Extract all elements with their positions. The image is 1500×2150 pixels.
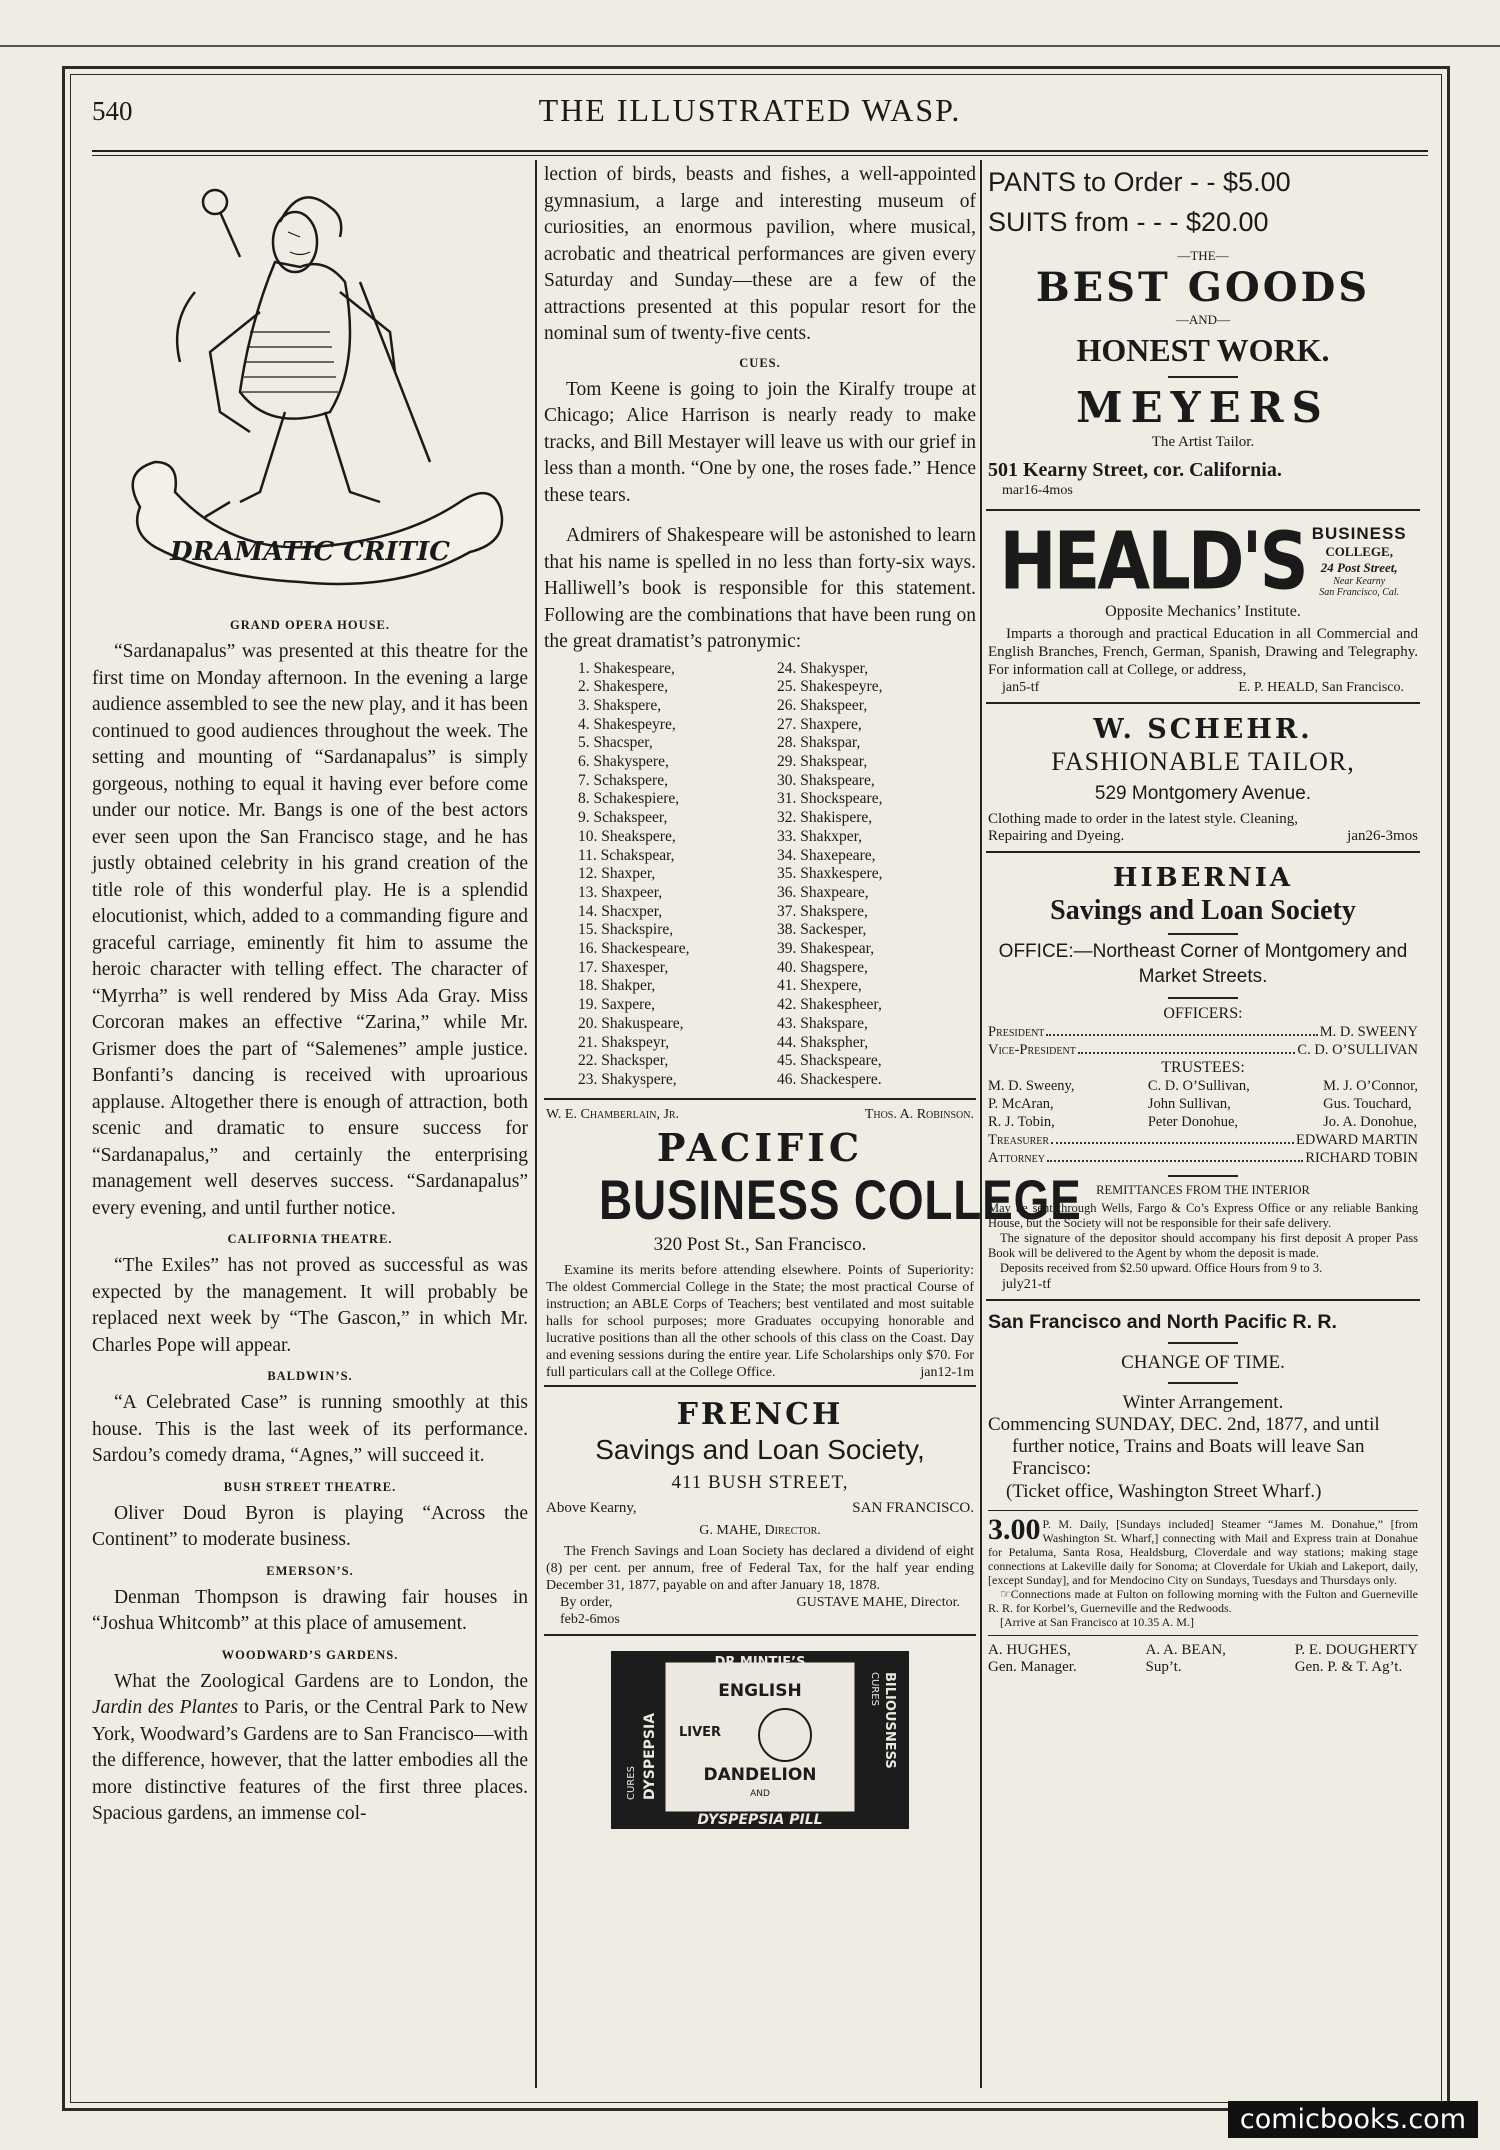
baldwins-text: “A Celebrated Case” is running smoothly at this house. This is the last week of its performance. Sardou’s comedy drama, “Agnes,” will succeed it. bbox=[92, 1392, 528, 1466]
trustees-col-3 bbox=[1323, 1077, 1418, 1131]
official-2 bbox=[1146, 1642, 1226, 1676]
name-variant: 5. Shacsper, bbox=[578, 734, 653, 752]
officers-heading: OFFICERS: bbox=[1163, 1005, 1243, 1022]
mintie-liver: LIVER bbox=[678, 1724, 722, 1740]
california-text: “The Exiles” has not proved as successful as was expected by the management. It will probably be replaced next week by “The Gascon,” in which Mr. Charles Pope will appear. bbox=[92, 1255, 528, 1356]
grand-opera-text: “Sardanapalus” was presented at this theatre for the first time on Monday afternoon. In the evening a large audience assembled to see the new play, and it has been continued to good audiences throughout the week. The setting and mounting of “Sardanapalus” is simply gorgeous, nothing to equal it having ever before come under our notice. Mr. Bangs is one of the best actors ever seen upon the San Francisco stage, and he has justly obtained celebrity in his grand creation of the title role of this wonderful play. He is a splendid elocutionist, which, added to a commanding figure and graceful carriage, eminently fit him to assume the heroic character with telling effect. The character of “Myrrha” is well rendered by Miss Ada Gray. Miss Corcoran makes an effective “Zarina,” while Mr. Grismer does the part of “Salemenes” ample justice. Bonfanti’s dancing is received with uproarious applause. Altogether there is enough of attraction, both scenic and dramatic to ensure success for “Sardanapalus,” and certainly the enterprising management well deserves success. “Sardanapalus” every evening, and until further notice. bbox=[92, 641, 528, 1219]
official-name: A. HUGHES, bbox=[988, 1642, 1071, 1658]
shakespeare-names bbox=[578, 660, 976, 1090]
name-variant: 43. Shakspare, bbox=[777, 1014, 868, 1032]
name-variant: 9. Schakspeer, bbox=[578, 809, 668, 827]
french-title: FRENCH bbox=[676, 1396, 844, 1432]
ad-rule bbox=[988, 1635, 1418, 1636]
meyers-tailor-ad bbox=[986, 162, 1420, 499]
meyers-name: MEYERS bbox=[1076, 383, 1330, 432]
short-rule bbox=[1168, 1175, 1238, 1177]
pbc-right-name: Thos. A. Robinson. bbox=[864, 1106, 974, 1122]
name-variant: 30. Shakspeare, bbox=[777, 771, 875, 789]
schehr-body-1: Clothing made to order in the latest style. Cleaning, bbox=[988, 811, 1298, 827]
name-variant: 31. Shockspeare, bbox=[777, 790, 883, 808]
name-variant: 40. Shagspere, bbox=[777, 958, 868, 976]
short-rule bbox=[1168, 997, 1238, 999]
trustee-name: P. McAran, bbox=[988, 1096, 1054, 1112]
attorney-label: Attorney bbox=[988, 1150, 1045, 1166]
railroad-change: CHANGE OF TIME. bbox=[1121, 1352, 1285, 1373]
heading-baldwins: BALDWIN’S. bbox=[267, 1369, 353, 1383]
heald-code: jan5-tf bbox=[1002, 680, 1040, 695]
dot-leader bbox=[1047, 1149, 1303, 1162]
mintie-english: ENGLISH bbox=[718, 1680, 802, 1701]
trustees-col-1 bbox=[988, 1077, 1074, 1131]
trustees-col-2 bbox=[1148, 1077, 1250, 1131]
column-rule-2 bbox=[980, 160, 982, 2088]
heald-near: Near Kearny bbox=[1333, 576, 1386, 587]
pbc-title-2-wrap bbox=[546, 1167, 1082, 1231]
header-rule bbox=[92, 150, 1428, 152]
remit-heading: REMITTANCES FROM THE INTERIOR bbox=[1096, 1183, 1310, 1197]
name-variant: 8. Schakespiere, bbox=[578, 790, 680, 808]
name-variant: 29. Shakspear, bbox=[777, 753, 868, 771]
trustee-name: Peter Donohue, bbox=[1147, 1114, 1239, 1130]
treasurer-label: Treasurer bbox=[988, 1132, 1050, 1148]
president-label: President bbox=[988, 1024, 1045, 1040]
woodwards-text-a: What the Zoological Gardens are to London, the bbox=[114, 1670, 528, 1692]
suits-line: SUITS from - - - $20.00 bbox=[988, 207, 1269, 237]
cues-text: Tom Keene is going to join the Kiralfy troupe at Chicago; Alice Harrison is nearly ready to make tracks, and Bill Mestayer will leave us with our grief in less than a month. “One by one, the roses fade.” Hence these tears. bbox=[544, 378, 976, 506]
president-name: M. D. SWEENY bbox=[1319, 1024, 1418, 1040]
railroad-ad bbox=[986, 1301, 1420, 1676]
railroad-ticket: (Ticket office, Washington Street Wharf.) bbox=[1006, 1481, 1322, 1502]
banner-text: DRAMATIC CRITIC bbox=[170, 537, 450, 567]
header-rule-thin bbox=[92, 155, 1428, 156]
heading-woodwards: WOODWARD’S GARDENS. bbox=[221, 1647, 399, 1662]
name-variant: 45. Shackspeare, bbox=[777, 1052, 882, 1070]
ad-rule bbox=[544, 1634, 976, 1636]
woodwards-text bbox=[92, 1669, 528, 1828]
treasurer-row bbox=[988, 1131, 1418, 1149]
french-body: The French Savings and Loan Society has declared a dividend of eight (8) per cent. per annum, free of Federal Tax, for the half year ending December 31, 1877, payable on and after January 18, 1878. bbox=[546, 1543, 974, 1593]
meyers-the: —THE— bbox=[1177, 248, 1229, 263]
schehr-address: 529 Montgomery Avenue. bbox=[1094, 783, 1312, 804]
official-title: Sup’t. bbox=[1145, 1659, 1182, 1675]
pbc-address: 320 Post St., San Francisco. bbox=[653, 1233, 867, 1255]
railroad-commencing: Commencing SUNDAY, DEC. 2nd, 1877, and until further notice, Trains and Boats will leave San Francisco: bbox=[988, 1414, 1380, 1479]
trustee-name: John Sullivan, bbox=[1147, 1096, 1231, 1112]
railroad-arrive: [Arrive at San Francisco at 10.35 A. M.] bbox=[1000, 1615, 1194, 1629]
names-column-left bbox=[578, 660, 777, 1090]
remit-1: May be sent through Wells, Fargo & Co’s Express Office or any reliable Banking House, but the Society will not be responsible for their safe delivery. bbox=[988, 1201, 1418, 1230]
dr-mintie-pill-ad bbox=[610, 1650, 910, 1830]
ad-rule bbox=[988, 1510, 1418, 1511]
name-variant: 36. Shaxpeare, bbox=[777, 883, 869, 901]
mintie-pill: DYSPEPSIA PILL bbox=[697, 1811, 823, 1828]
page-number: 540 bbox=[92, 96, 133, 126]
heald-street: 24 Post Street, bbox=[1320, 560, 1398, 575]
name-variant: 41. Shexpere, bbox=[777, 977, 862, 995]
pbc-left-name: W. E. Chamberlain, Jr. bbox=[546, 1106, 680, 1122]
woodwards-text-b: to Paris, or the Central Park to New York, Woodward’s Gardens are to San Francisco—with the difference, however, that the latter embodies all the more distinctive features of the first three places. Spacious gardens, an immense col- bbox=[92, 1697, 528, 1824]
trustees-heading: TRUSTEES: bbox=[1161, 1059, 1245, 1076]
official-title: Gen. P. & T. Ag’t. bbox=[1294, 1659, 1403, 1675]
vp-name: C. D. O’SULLIVAN bbox=[1297, 1042, 1418, 1058]
trustee-name: Jo. A. Donohue, bbox=[1323, 1114, 1417, 1130]
pbc-body: Examine its merits before attending elsewhere. Points of Superiority: The oldest Commercial College in the State; the most practical Course of instruction; an ABLE Corps of Teachers; best ventilated and most suitable halls for school purposes; more Graduates occupying honorable and lucrative positions than all the other schools of this class on the Coast. Day and evening sessions during the entire year. Life Scholarships only $70. For full particulars call at the College Office. bbox=[546, 1262, 974, 1380]
name-variant: 15. Shackspire, bbox=[578, 921, 674, 939]
meyers-subtitle: The Artist Tailor. bbox=[1151, 434, 1255, 450]
name-variant: 27. Shaxpere, bbox=[777, 715, 862, 733]
railroad-title: San Francisco and North Pacific R. R. bbox=[988, 1311, 1337, 1333]
heald-college: COLLEGE, bbox=[1325, 544, 1393, 559]
name-variant: 44. Shakspher, bbox=[777, 1033, 869, 1051]
trustee-name: Gus. Touchard, bbox=[1323, 1096, 1412, 1112]
pants-line: PANTS to Order - - $5.00 bbox=[988, 167, 1291, 197]
name-variant: 13. Shaxpeer, bbox=[578, 883, 663, 901]
mintie-and: AND bbox=[750, 1788, 770, 1799]
short-rule bbox=[1168, 376, 1238, 378]
pbc-code: jan12-1m bbox=[920, 1364, 974, 1380]
name-variant: 10. Sheakspere, bbox=[578, 827, 676, 845]
hibernia-office: OFFICE:—Northeast Corner of Montgomery and Market Streets. bbox=[998, 941, 1408, 987]
name-variant: 2. Shakespere, bbox=[578, 678, 668, 696]
short-rule bbox=[1168, 1342, 1238, 1344]
name-variant: 32. Shakispere, bbox=[777, 809, 873, 827]
vp-row bbox=[988, 1041, 1418, 1059]
heald-name: HEALD'S bbox=[999, 513, 1306, 608]
meyers-code: mar16-4mos bbox=[1002, 483, 1073, 498]
heading-grand-opera: GRAND OPERA HOUSE. bbox=[229, 618, 391, 632]
name-variant: 4. Shakespeyre, bbox=[578, 715, 676, 733]
bush-text: Oliver Doud Byron is playing “Across the Continent” to moderate business. bbox=[92, 1502, 528, 1550]
name-variant: 18. Shakper, bbox=[578, 977, 656, 995]
french-signature-row bbox=[546, 1594, 974, 1611]
woodwards-italic: Jardin des Plantes bbox=[92, 1697, 239, 1718]
name-variant: 12. Shaxper, bbox=[578, 865, 656, 883]
schehr-name: W. SCHEHR. bbox=[1093, 714, 1313, 745]
name-variant: 23. Shakyspere, bbox=[578, 1070, 677, 1088]
name-variant: 28. Shakspar, bbox=[777, 734, 861, 752]
name-variant: 21. Shakspeyr, bbox=[578, 1033, 670, 1051]
name-variant: 37. Shakspere, bbox=[777, 902, 868, 920]
name-variant: 26. Shakspeer, bbox=[777, 696, 868, 714]
schehr-tailor-ad bbox=[986, 704, 1420, 851]
heald-city: San Francisco, Cal. bbox=[1319, 587, 1400, 598]
mintie-top: DR MINTIE’S bbox=[714, 1654, 806, 1670]
heald-business: BUSINESS bbox=[1311, 524, 1407, 543]
column-left bbox=[92, 162, 528, 1828]
trustee-name: C. D. O’Sullivan, bbox=[1147, 1078, 1250, 1094]
mintie-left-cures: CURES bbox=[626, 1765, 637, 1800]
emersons-text: Denman Thompson is drawing fair houses in “Joshua Whitcomb” at this place of amusement. bbox=[92, 1586, 528, 1634]
french-location-row bbox=[546, 1500, 974, 1517]
official-3 bbox=[1295, 1642, 1418, 1676]
name-variant: 22. Shacksper, bbox=[578, 1052, 669, 1070]
mintie-right-cures: CURES bbox=[869, 1671, 880, 1706]
railroad-schedule: P. M. Daily, [Sundays included] Steamer “James M. Donahue,” [from Washington St. Wharf,] connecting with Mail and Express train at Donahue for Petaluma, Santa Rosa, Healdsburg, Cloverdale and way stations; making stage connections at Lakeville daily for Sonoma; at Cloverdale for Ukiah and Lakeport, daily, [except Sunday], and for Mendocino City on Sundays, Tuesdays and Thursdays only. bbox=[988, 1517, 1418, 1587]
heald-side bbox=[1312, 524, 1407, 598]
name-variant: 1. Shakespeare, bbox=[578, 659, 675, 677]
hibernia-ad bbox=[986, 853, 1420, 1299]
french-by-order: By order, bbox=[560, 1594, 613, 1610]
name-variant: 25. Shakespeyre, bbox=[777, 678, 883, 696]
names-column-right bbox=[777, 660, 976, 1090]
column-right bbox=[986, 162, 1420, 1676]
name-variant: 39. Shakespear, bbox=[777, 940, 875, 958]
column-rule-1 bbox=[535, 160, 537, 2088]
name-variant: 6. Shakyspere, bbox=[578, 753, 669, 771]
heading-bush-street: BUSH STREET THEATRE. bbox=[223, 1479, 397, 1494]
vp-label: Vice-President bbox=[988, 1042, 1076, 1058]
best-goods: BEST GOODS bbox=[1035, 264, 1371, 311]
short-rule bbox=[1168, 1382, 1238, 1384]
official-1 bbox=[988, 1642, 1077, 1676]
name-variant: 38. Sackesper, bbox=[777, 921, 867, 939]
meyers-address: 501 Kearny Street, cor. California. bbox=[988, 459, 1282, 481]
attorney-row bbox=[988, 1149, 1418, 1167]
pbc-names-row bbox=[546, 1106, 974, 1123]
schehr-code: jan26-3mos bbox=[1347, 828, 1418, 844]
watermark[interactable]: comicbooks.com bbox=[1228, 2101, 1478, 2138]
mintie-left-dyspepsia: DYSPEPSIA bbox=[642, 1712, 658, 1800]
heald-opposite: Opposite Mechanics’ Institute. bbox=[1105, 603, 1301, 620]
railroad-officials bbox=[988, 1642, 1418, 1676]
name-variant: 24. Shakysper, bbox=[777, 659, 869, 677]
railroad-schedule-block bbox=[988, 1513, 1418, 1587]
heald-body: Imparts a thorough and practical Education in all Commercial and English Branches, French, German, Spanish, Drawing and Telegraphy. For information call at College, or address, bbox=[988, 626, 1418, 678]
name-variant: 17. Shaxesper, bbox=[578, 958, 669, 976]
name-variant: 42. Shakespheer, bbox=[777, 996, 882, 1014]
name-variant: 11. Schakspear, bbox=[578, 846, 675, 864]
short-rule bbox=[1168, 933, 1238, 935]
remit-3: Deposits received from $2.50 upward. Office Hours from 9 to 3. bbox=[1000, 1261, 1323, 1275]
heald-signature-row bbox=[988, 679, 1418, 696]
railroad-time: 3.00 bbox=[988, 1513, 1041, 1546]
railroad-connections: ☞Connections made at Fulton on following morning with the Fulton and Guerneville R. R. for Korbel’s, Guerneville and the Redwoods. bbox=[988, 1587, 1418, 1615]
name-variant: 3. Shakspere, bbox=[578, 696, 662, 714]
heading-emersons: EMERSON’S. bbox=[266, 1563, 354, 1578]
mintie-dandelion: DANDELION bbox=[703, 1764, 817, 1785]
name-variant: 19. Saxpere, bbox=[578, 996, 656, 1014]
official-name: A. A. BEAN, bbox=[1145, 1642, 1226, 1658]
french-city: SAN FRANCISCO. bbox=[852, 1499, 974, 1516]
pbc-title-1: PACIFIC bbox=[656, 1124, 864, 1170]
remit-2: The signature of the depositor should accompany his first deposit A proper Pass Book will be delivered to the Agent by whom the deposit is made. bbox=[988, 1231, 1418, 1260]
dramatic-critic-illustration bbox=[100, 162, 520, 608]
schehr-title: FASHIONABLE TAILOR, bbox=[1051, 747, 1355, 776]
woodwards-continued: lection of birds, beasts and fishes, a well-appointed gymnasium, a large and interesting museum of curiosities, an enormous pavilion, where musical, acrobatic and theatrical performances are given every Saturday and Sunday—these are a few of the attractions presented at this popular resort for the nominal sum of twenty-five cents. bbox=[544, 164, 976, 344]
attorney-name: RICHARD TOBIN bbox=[1305, 1150, 1418, 1166]
trustee-name: M. J. O’Connor, bbox=[1323, 1078, 1418, 1094]
name-variant: 16. Shackespeare, bbox=[578, 940, 690, 958]
dot-leader bbox=[1051, 1131, 1294, 1144]
hibernia-name: HIBERNIA bbox=[1112, 863, 1294, 893]
name-variant: 46. Shackespere. bbox=[777, 1070, 882, 1088]
name-variant: 33. Shakxper, bbox=[777, 827, 863, 845]
name-variant: 7. Schakspere, bbox=[578, 771, 668, 789]
honest-work: HONEST WORK. bbox=[1076, 332, 1330, 368]
hibernia-code: july21-tf bbox=[1002, 1277, 1051, 1292]
masthead: THE ILLUSTRATED WASP. bbox=[538, 92, 962, 128]
french-savings-ad bbox=[544, 1387, 976, 1634]
treasurer-name: EDWARD MARTIN bbox=[1296, 1132, 1418, 1148]
french-code: feb2-6mos bbox=[560, 1611, 620, 1627]
heald-signed: E. P. HEALD, San Francisco. bbox=[1238, 680, 1404, 695]
name-variant: 20. Shakuspeare, bbox=[578, 1014, 684, 1032]
dot-leader bbox=[1046, 1023, 1317, 1036]
heading-cues: CUES. bbox=[739, 355, 781, 370]
trustee-name: R. J. Tobin, bbox=[988, 1114, 1055, 1130]
heading-california-theatre: CALIFORNIA THEATRE. bbox=[227, 1232, 393, 1246]
french-above: Above Kearny, bbox=[546, 1499, 637, 1516]
trustees-table bbox=[988, 1077, 1418, 1131]
president-row bbox=[988, 1023, 1418, 1041]
official-name: P. E. DOUGHERTY bbox=[1294, 1642, 1418, 1658]
official-title: Gen. Manager. bbox=[988, 1659, 1077, 1675]
name-variant: 34. Shaxepeare, bbox=[777, 846, 876, 864]
meyers-and: —AND— bbox=[1175, 312, 1231, 327]
schehr-body-2: Repairing and Dyeing. bbox=[988, 828, 1125, 844]
french-address: 411 BUSH STREET, bbox=[671, 1471, 849, 1493]
french-subtitle: Savings and Loan Society, bbox=[595, 1433, 925, 1465]
name-variant: 35. Shaxkespere, bbox=[777, 865, 883, 883]
top-edge-line bbox=[0, 45, 1500, 47]
healds-college-ad bbox=[986, 511, 1420, 702]
shakespeare-text: Admirers of Shakespeare will be astonished to learn that his name is spelled in no less than forty-six ways. Halliwell’s book is responsible for this statement. Following are the combinations that have been rung on the great dramatist’s patronymic: bbox=[544, 525, 976, 652]
hibernia-title: Savings and Loan Society bbox=[1050, 895, 1356, 926]
french-director: G. MAHE, Director. bbox=[699, 1522, 821, 1538]
french-signed: GUSTAVE MAHE, Director. bbox=[796, 1594, 960, 1610]
name-variant: 14. Shacxper, bbox=[578, 902, 663, 920]
mintie-right-biliousness: BILIOUSNESS bbox=[882, 1671, 897, 1769]
railroad-winter: Winter Arrangement. bbox=[1122, 1392, 1284, 1413]
pbc-title-2: BUSINESS COLLEGE bbox=[598, 1167, 1082, 1231]
dot-leader bbox=[1078, 1041, 1296, 1054]
schehr-row bbox=[988, 828, 1418, 845]
trustee-name: M. D. Sweeny, bbox=[988, 1078, 1075, 1094]
